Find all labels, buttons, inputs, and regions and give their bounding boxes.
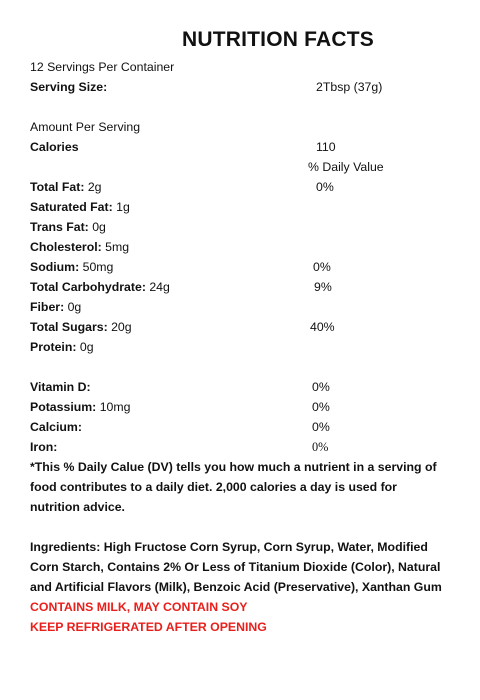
calories-value: 110: [316, 140, 336, 154]
nutrient-dv: 9%: [314, 280, 332, 294]
nutrient-amount: 0g: [67, 300, 82, 314]
nutrient-dv: 0%: [313, 260, 331, 274]
vitamin-label: Potassium:: [30, 400, 97, 414]
vitamin-amount: 10mg: [99, 400, 131, 414]
nutrient-label: Cholesterol:: [30, 240, 102, 254]
nutrient-row-cholesterol: [30, 240, 129, 255]
nutrient-row-sodium: [30, 260, 113, 275]
nutrient-amount: 24g: [149, 280, 170, 294]
allergen-warning: CONTAINS MILK, MAY CONTAIN SOY: [30, 600, 248, 614]
nutrient-dv: 0%: [316, 180, 334, 194]
vitamin-dv: 0%: [312, 420, 330, 434]
label-title: NUTRITION FACTS: [182, 28, 374, 51]
nutrient-label: Fiber:: [30, 300, 65, 314]
calories-label: Calories: [30, 140, 79, 154]
nutrient-dv: 40%: [310, 320, 335, 334]
calories-row: [30, 140, 79, 155]
vitamin-dv: 0%: [312, 440, 329, 454]
vitamin-row-calcium: [30, 420, 82, 435]
nutrient-row-trans-fat: [30, 220, 106, 235]
nutrient-amount: 1g: [116, 200, 130, 214]
nutrient-row-total-sugars: [30, 320, 132, 335]
nutrient-amount: 50mg: [82, 260, 114, 274]
vitamin-label: Iron:: [30, 440, 58, 454]
vitamin-label: Calcium:: [30, 420, 82, 434]
nutrient-label: Protein:: [30, 340, 77, 354]
servings-per-container: 12 Servings Per Container: [30, 60, 175, 74]
vitamin-dv: 0%: [312, 400, 330, 414]
nutrient-label: Total Fat:: [30, 180, 85, 194]
vitamin-row-potassium: [30, 400, 130, 415]
serving-size-row: [30, 80, 107, 95]
storage-warning: KEEP REFRIGERATED AFTER OPENING: [30, 620, 267, 634]
nutrient-amount: 5mg: [105, 240, 130, 254]
vitamin-label: Vitamin D:: [30, 380, 91, 394]
serving-size-label: Serving Size:: [30, 80, 108, 94]
nutrient-row-saturated-fat: [30, 200, 130, 215]
nutrient-label: Saturated Fat:: [30, 200, 113, 214]
amount-per-serving: Amount Per Serving: [30, 120, 141, 134]
vitamin-dv: 0%: [312, 380, 330, 394]
serving-size-value: 2Tbsp (37g): [316, 80, 383, 94]
nutrient-row-total-fat: [30, 180, 102, 195]
daily-value-footnote: *This % Daily Calue (DV) tells you how much a nutrient in a serving of food contributes to a daily diet. 2,000 calories a day is used for nutrition advice.: [30, 460, 437, 514]
nutrient-amount: 2g: [87, 180, 102, 194]
daily-value-header: % Daily Value: [308, 160, 384, 174]
ingredients-text: Ingredients: High Fructose Corn Syrup, Corn Syrup, Water, Modified Corn Starch, Contains 2% Or Less of Titanium Dioxide (Color), Natural and Artificial Flavors (Milk), Benzoic Acid (Preservative), Xanthan Gum: [30, 540, 442, 594]
nutrient-row-fiber: [30, 300, 81, 315]
nutrient-amount: 20g: [111, 320, 132, 334]
nutrient-amount: 0g: [92, 220, 106, 234]
nutrient-amount: 0g: [79, 340, 94, 354]
nutrient-label: Total Carbohydrate:: [30, 280, 146, 294]
vitamin-row-iron: [30, 440, 57, 455]
nutrient-row-protein: [30, 340, 94, 355]
nutrient-label: Sodium:: [30, 260, 80, 274]
nutrient-label: Trans Fat:: [30, 220, 89, 234]
vitamin-row-vitamin-d: [30, 380, 91, 395]
nutrient-label: Total Sugars:: [30, 320, 108, 334]
nutrient-row-total-carbohydrate: [30, 280, 170, 295]
